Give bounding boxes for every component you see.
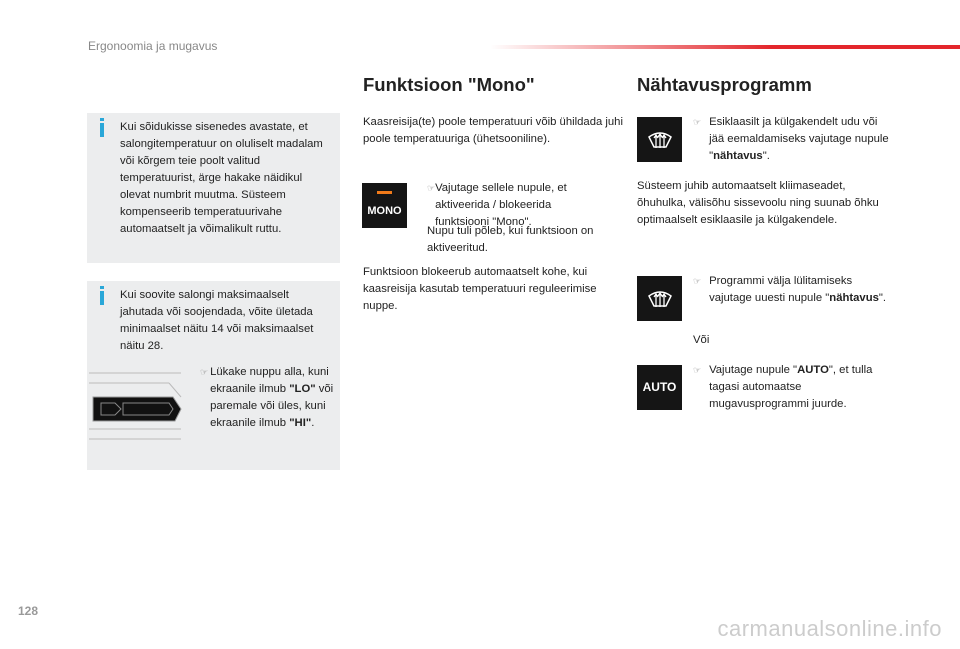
- bold-label: AUTO: [797, 364, 829, 376]
- info-box-max: [87, 281, 340, 470]
- lo-label: "LO": [289, 383, 316, 395]
- pointer-bullet-icon: ☞: [693, 117, 702, 127]
- windscreen-defrost-icon: [646, 288, 674, 310]
- step-text: Esiklaasilt ja külgakendelt udu või jää eemaldamiseks vajutage nupule ": [709, 116, 889, 162]
- indicator-light-icon: [377, 191, 392, 194]
- slider-step: [200, 364, 340, 432]
- step-text: või paremale või üles, kuni ekraanile ilmub: [210, 383, 334, 429]
- bold-label: nähtavus: [713, 150, 763, 162]
- info-text: Kui soovite salongi maksimaalselt jahutada või soojendada, võite ületada minimaalset näitu 14 või maksimaalset näitu 28.: [120, 289, 314, 352]
- step-text: ".: [762, 150, 770, 162]
- visibility-desc: Süsteem juhib automaatselt kliimaseadet, õhuhulka, välisõhu sissevoolu ning suunab õhku optimaalselt esiklaasile ja külgakendele.: [637, 180, 879, 226]
- bold-label: nähtavus: [829, 292, 879, 304]
- section-header: Ergonoomia ja mugavus: [88, 39, 218, 53]
- auto-button[interactable]: [637, 365, 682, 410]
- mono-button-label: MONO: [367, 205, 402, 217]
- visibility-step-1: [693, 114, 893, 165]
- header-accent-line: [490, 45, 960, 49]
- watermark: carmanualsonline.info: [717, 616, 942, 641]
- mono-footer: Funktsioon blokeerub automaatselt kohe, kui kaasreisija kasutab temperatuuri reguleerimise nuppe.: [363, 266, 597, 312]
- pointer-bullet-icon: ☞: [693, 276, 702, 286]
- auto-button-label: AUTO: [642, 380, 677, 394]
- pointer-bullet-icon: ☞: [693, 365, 702, 375]
- step-text: Vajutage sellele nupule, et aktiveerida / blokeerida funktsiooni "Mono".: [435, 182, 567, 228]
- windscreen-defrost-icon: [646, 129, 674, 151]
- mono-title: Funktsioon "Mono": [363, 74, 535, 95]
- visibility-button-2[interactable]: [637, 276, 682, 321]
- step-text: Programmi välja lülitamiseks vajutage uuesti nupule ": [709, 275, 853, 304]
- info-text: Kui sõidukisse sisenedes avastate, et salongitemperatuur on oluliselt madalam või kõrgem teie poolt valitud temperatuurist, ärge hakake näidikul olevat numbrit muutma. Süsteem kompenseerib temperatuurivahe automaatselt ja võimalikult ruttu.: [120, 121, 323, 235]
- pointer-bullet-icon: ☞: [200, 367, 209, 377]
- visibility-step-3: [693, 362, 893, 413]
- step-text: ", et tulla tagasi automaatse mugavusprogrammi juurde.: [709, 364, 873, 410]
- mono-intro: Kaasreisija(te) poole temperatuuri võib ühildada juhi poole temperatuuriga (ühetsooniline).: [363, 116, 623, 145]
- info-icon: [100, 291, 104, 305]
- step-text: ".: [878, 292, 887, 304]
- page-number: 128: [18, 604, 39, 618]
- info-icon: [100, 123, 104, 137]
- temperature-slider-illustration: [89, 367, 189, 447]
- hi-label: "HI": [289, 417, 312, 429]
- step-text: .: [311, 417, 315, 429]
- or-text: Või: [693, 334, 710, 346]
- info-box-temperature: [87, 113, 340, 263]
- visibility-step-2: [693, 273, 893, 307]
- pointer-bullet-icon: ☞: [427, 183, 436, 193]
- visibility-title: Nähtavusprogramm: [637, 74, 812, 95]
- visibility-button[interactable]: [637, 117, 682, 162]
- step-text: Lükake nuppu alla, kuni ekraanile ilmub: [210, 366, 329, 395]
- mono-button[interactable]: [362, 183, 407, 228]
- mono-note: Nupu tuli põleb, kui funktsioon on aktiveeritud.: [427, 225, 594, 254]
- step-text: Vajutage nupule ": [709, 364, 798, 376]
